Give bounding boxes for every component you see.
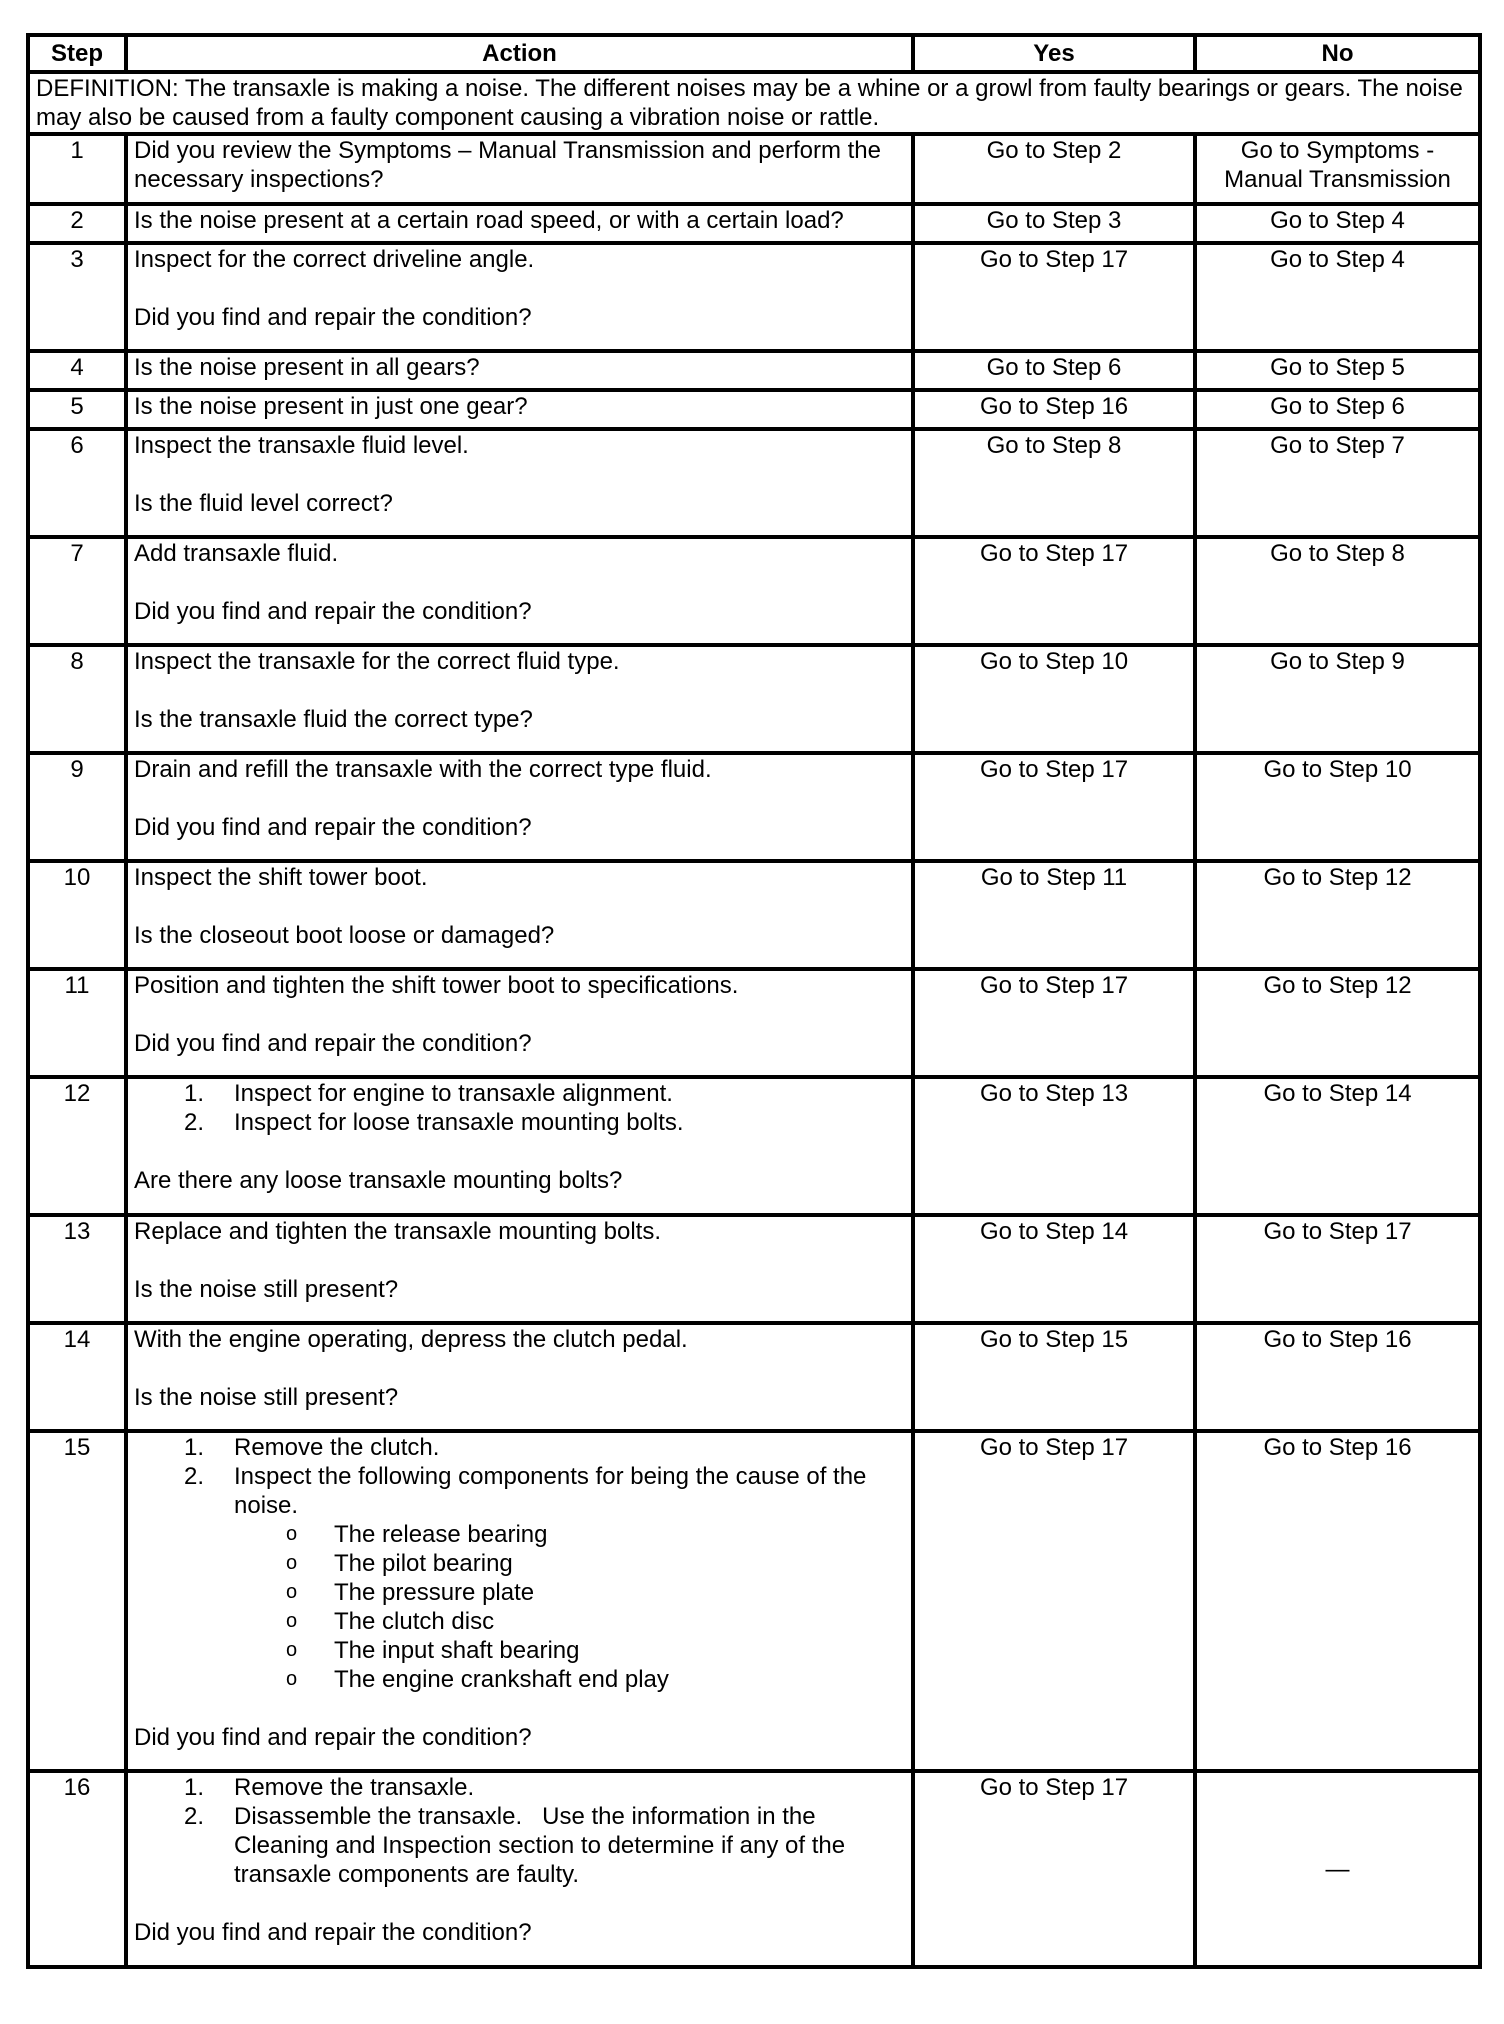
- list-item-text: Inspect the following components for being the cause of the noise.: [234, 1463, 867, 1519]
- action-text: Did you review the Symptoms – Manual Transmission and perform the necessary inspections?: [126, 134, 913, 204]
- component-list: [234, 1520, 905, 1694]
- step-number: 10: [28, 861, 126, 969]
- action-question: Did you find and repair the condition?: [134, 814, 532, 841]
- numbered-list: [134, 1773, 905, 1889]
- bullet-icon: o: [286, 1610, 298, 1632]
- table-row: [28, 969, 1480, 1077]
- action-instruction: Drain and refill the transaxle with the correct type fluid.: [134, 756, 712, 783]
- list-item: [134, 1773, 905, 1802]
- yes-result: Go to Step 17: [913, 1771, 1195, 1967]
- component-item: [234, 1578, 905, 1607]
- yes-result: Go to Step 6: [913, 351, 1195, 390]
- bullet-icon: o: [286, 1668, 298, 1690]
- action-question: Did you find and repair the condition?: [134, 1724, 532, 1751]
- step-number: 14: [28, 1323, 126, 1431]
- action-question: Is the closeout boot loose or damaged?: [134, 922, 555, 949]
- list-item: [134, 1462, 905, 1694]
- yes-result: Go to Step 14: [913, 1215, 1195, 1323]
- step-number: 8: [28, 645, 126, 753]
- no-result: Go to Step 4: [1195, 204, 1480, 243]
- action-cell: [126, 1431, 913, 1771]
- step-number: 2: [28, 204, 126, 243]
- table-row: [28, 429, 1480, 537]
- list-number: 2.: [184, 1803, 205, 1830]
- list-item-text: Disassemble the transaxle. Use the information in the Cleaning and Inspection section to determine if any of the transaxle components are faulty.: [234, 1803, 852, 1888]
- yes-result: Go to Step 13: [913, 1077, 1195, 1215]
- list-number: 1.: [184, 1434, 205, 1461]
- action-cell: [126, 1077, 913, 1215]
- action-question: Is the noise still present?: [134, 1276, 399, 1303]
- yes-result: Go to Step 17: [913, 969, 1195, 1077]
- action-instruction: Inspect for the correct driveline angle.: [134, 246, 535, 273]
- list-number: 1.: [184, 1080, 205, 1107]
- bullet-icon: o: [286, 1552, 298, 1574]
- yes-result: Go to Step 8: [913, 429, 1195, 537]
- step-number: 12: [28, 1077, 126, 1215]
- no-result: Go to Step 4: [1195, 243, 1480, 351]
- step-number: 4: [28, 351, 126, 390]
- table-row: [28, 351, 1480, 390]
- step-number: 11: [28, 969, 126, 1077]
- table-row: [28, 1431, 1480, 1771]
- component-text: The input shaft bearing: [334, 1637, 580, 1664]
- action-question: Is the transaxle fluid the correct type?: [134, 706, 533, 733]
- diagnostic-table: [26, 33, 1482, 1969]
- header-step: Step: [28, 35, 126, 72]
- action-text: Is the noise present in all gears?: [126, 351, 913, 390]
- definition-text: DEFINITION: The transaxle is making a noise. The different noises may be a whine or a growl from faulty bearings or gears. The noise may also be caused from a faulty component causing a vibration noise or rattle.: [28, 72, 1480, 134]
- action-text: Is the noise present at a certain road speed, or with a certain load?: [126, 204, 913, 243]
- component-text: The pilot bearing: [334, 1550, 513, 1577]
- action-instruction: Inspect the transaxle fluid level.: [134, 432, 469, 459]
- list-item-text: Inspect for engine to transaxle alignment.: [234, 1080, 673, 1107]
- numbered-list: [134, 1433, 905, 1694]
- action-question: Did you find and repair the condition?: [134, 598, 532, 625]
- yes-result: Go to Step 2: [913, 134, 1195, 204]
- bullet-icon: o: [286, 1639, 298, 1661]
- action-cell: [126, 243, 913, 351]
- step-number: 3: [28, 243, 126, 351]
- yes-result: Go to Step 16: [913, 390, 1195, 429]
- header-action: Action: [126, 35, 913, 72]
- no-result: Go to Step 8: [1195, 537, 1480, 645]
- table-row: [28, 645, 1480, 753]
- no-result: Go to Step 7: [1195, 429, 1480, 537]
- action-text: Is the noise present in just one gear?: [126, 390, 913, 429]
- action-cell: [126, 645, 913, 753]
- step-number: 1: [28, 134, 126, 204]
- step-number: 6: [28, 429, 126, 537]
- no-result: —: [1195, 1771, 1480, 1967]
- no-result: Go to Step 16: [1195, 1323, 1480, 1431]
- action-instruction: Inspect the transaxle for the correct fluid type.: [134, 648, 620, 675]
- bullet-icon: o: [286, 1523, 298, 1545]
- yes-result: Go to Step 17: [913, 537, 1195, 645]
- action-cell: [126, 1215, 913, 1323]
- action-cell: [126, 1323, 913, 1431]
- no-result: Go to Step 17: [1195, 1215, 1480, 1323]
- action-cell: [126, 429, 913, 537]
- yes-result: Go to Step 17: [913, 243, 1195, 351]
- action-cell: [126, 1771, 913, 1967]
- header-row: [28, 35, 1480, 72]
- table-row: [28, 1215, 1480, 1323]
- numbered-list: [134, 1079, 905, 1137]
- action-question: Is the fluid level correct?: [134, 490, 393, 517]
- no-result: Go to Step 14: [1195, 1077, 1480, 1215]
- action-instruction: With the engine operating, depress the clutch pedal.: [134, 1326, 688, 1353]
- list-item: [134, 1079, 905, 1108]
- action-cell: [126, 537, 913, 645]
- yes-result: Go to Step 15: [913, 1323, 1195, 1431]
- list-item: [134, 1802, 905, 1889]
- step-number: 15: [28, 1431, 126, 1771]
- table-row: [28, 204, 1480, 243]
- component-item: [234, 1665, 905, 1694]
- component-item: [234, 1636, 905, 1665]
- action-instruction: Add transaxle fluid.: [134, 540, 339, 567]
- yes-result: Go to Step 11: [913, 861, 1195, 969]
- list-number: 2.: [184, 1109, 205, 1136]
- list-item: [134, 1433, 905, 1462]
- step-number: 7: [28, 537, 126, 645]
- table-row: [28, 861, 1480, 969]
- component-text: The engine crankshaft end play: [334, 1666, 669, 1693]
- table-row: [28, 1771, 1480, 1967]
- header-yes: Yes: [913, 35, 1195, 72]
- list-item-text: Remove the clutch.: [234, 1434, 440, 1461]
- no-result: Go to Step 6: [1195, 390, 1480, 429]
- definition-row: [28, 72, 1480, 134]
- no-result: Go to Step 5: [1195, 351, 1480, 390]
- yes-result: Go to Step 10: [913, 645, 1195, 753]
- table-row: [28, 390, 1480, 429]
- no-result: Go to Step 9: [1195, 645, 1480, 753]
- yes-result: Go to Step 17: [913, 1431, 1195, 1771]
- table-row: [28, 1077, 1480, 1215]
- action-question: Did you find and repair the condition?: [134, 1919, 532, 1946]
- component-item: [234, 1549, 905, 1578]
- action-cell: [126, 753, 913, 861]
- action-instruction: Replace and tighten the transaxle mounting bolts.: [134, 1218, 662, 1245]
- list-item: [134, 1108, 905, 1137]
- no-result: Go to Step 12: [1195, 969, 1480, 1077]
- action-instruction: Inspect the shift tower boot.: [134, 864, 428, 891]
- bullet-icon: o: [286, 1581, 298, 1603]
- list-number: 2.: [184, 1463, 205, 1490]
- header-no: No: [1195, 35, 1480, 72]
- yes-result: Go to Step 17: [913, 753, 1195, 861]
- list-item-text: Remove the transaxle.: [234, 1774, 475, 1801]
- action-instruction: Position and tighten the shift tower boot to specifications.: [134, 972, 739, 999]
- action-question: Is the noise still present?: [134, 1384, 399, 1411]
- action-question: Did you find and repair the condition?: [134, 304, 532, 331]
- table-row: [28, 753, 1480, 861]
- action-question: Are there any loose transaxle mounting bolts?: [134, 1167, 623, 1194]
- step-number: 5: [28, 390, 126, 429]
- step-number: 13: [28, 1215, 126, 1323]
- no-result: Go to Step 10: [1195, 753, 1480, 861]
- step-number: 9: [28, 753, 126, 861]
- table-row: [28, 1323, 1480, 1431]
- no-result: Go to Symptoms - Manual Transmission: [1195, 134, 1480, 204]
- action-cell: [126, 861, 913, 969]
- action-question: Did you find and repair the condition?: [134, 1030, 532, 1057]
- yes-result: Go to Step 3: [913, 204, 1195, 243]
- component-text: The clutch disc: [334, 1608, 495, 1635]
- step-number: 16: [28, 1771, 126, 1967]
- table-row: [28, 134, 1480, 204]
- action-cell: [126, 969, 913, 1077]
- component-text: The release bearing: [334, 1521, 548, 1548]
- list-item-text: Inspect for loose transaxle mounting bolts.: [234, 1109, 684, 1136]
- table-row: [28, 537, 1480, 645]
- no-result: Go to Step 16: [1195, 1431, 1480, 1771]
- no-result: Go to Step 12: [1195, 861, 1480, 969]
- list-number: 1.: [184, 1774, 205, 1801]
- component-text: The pressure plate: [334, 1579, 535, 1606]
- component-item: [234, 1607, 905, 1636]
- component-item: [234, 1520, 905, 1549]
- table-row: [28, 243, 1480, 351]
